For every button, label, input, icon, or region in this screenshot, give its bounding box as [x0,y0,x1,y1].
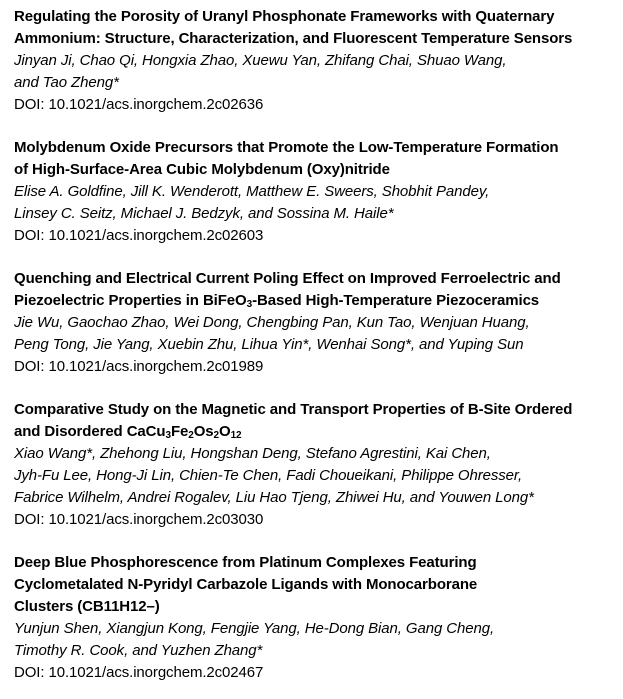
author-line: Peng Tong, Jie Yang, Xuebin Zhu, Lihua Yin*, Wenhai Song*, and Yuping Sun [14,336,524,353]
title-text: O [219,423,231,440]
title-text: Os [193,423,214,440]
article-title [14,399,615,443]
article-title [14,552,615,618]
article-title [14,6,615,50]
formula-subscript: 3 [246,299,253,310]
author-line: Jie Wu, Gaochao Zhao, Wei Dong, Chengbing Pan, Kun Tao, Wenjuan Huang, [14,314,530,331]
title-text: and Disordered CaCu [14,423,166,440]
title-text: Fe [170,423,189,440]
title-line: Quenching and Electrical Current Poling Effect on Improved Ferroelectric and [14,270,561,287]
article-title [14,268,615,312]
article-authors [14,618,615,662]
author-line: Timothy R. Cook, and Yuzhen Zhang* [14,642,263,659]
title-line: Clusters (CB11H12–) [14,598,160,615]
article-doi[interactable]: DOI: 10.1021/acs.inorgchem.2c01989 [14,358,264,375]
formula-subscript: 2 [213,430,219,441]
formula-subscript: 2 [188,430,194,441]
article-authors [14,181,615,225]
article-doi[interactable]: DOI: 10.1021/acs.inorgchem.2c03030 [14,511,264,528]
formula-subscript: 3 [165,430,171,441]
author-line: Linsey C. Seitz, Michael J. Bedzyk, and Sossina M. Haile* [14,205,394,222]
author-line: Fabrice Wilhelm, Andrei Rogalev, Liu Hao Tjeng, Zhiwei Hu, and Youwen Long* [14,489,534,506]
article-doi[interactable]: DOI: 10.1021/acs.inorgchem.2c02603 [14,227,264,244]
title-line: of High-Surface-Area Cubic Molybdenum (Oxy)nitride [14,161,390,178]
article-entry [14,552,615,684]
author-line: and Tao Zheng* [14,74,119,91]
author-line: Jyh-Fu Lee, Hong-Ji Lin, Chien-Te Chen, Fadi Choueikani, Philippe Ohresser, [14,467,523,484]
title-line: Molybdenum Oxide Precursors that Promote the Low-Temperature Formation [14,139,559,156]
author-line: Jinyan Ji, Chao Qi, Hongxia Zhao, Xuewu Yan, Zhifang Chai, Shuao Wang, [14,52,507,69]
article-entry [14,399,615,531]
article-doi[interactable]: DOI: 10.1021/acs.inorgchem.2c02467 [14,664,264,681]
title-line: Cyclometalated N-Pyridyl Carbazole Ligands with Monocarborane [14,576,478,593]
article-entry [14,268,615,378]
author-line: Xiao Wang*, Zhehong Liu, Hongshan Deng, Stefano Agrestini, Kai Chen, [14,445,491,462]
article-doi[interactable]: DOI: 10.1021/acs.inorgchem.2c02636 [14,96,264,113]
article-entry [14,137,615,247]
article-entry [14,6,615,116]
author-line: Elise A. Goldfine, Jill K. Wenderott, Matthew E. Sweers, Shobhit Pandey, [14,183,490,200]
title-line: Ammonium: Structure, Characterization, and Fluorescent Temperature Sensors [14,30,573,47]
article-authors [14,443,615,509]
formula-subscript: 12 [230,430,242,441]
title-line: Regulating the Porosity of Uranyl Phosphonate Frameworks with Quaternary [14,8,555,25]
title-text: Piezoelectric Properties in BiFeO [14,292,247,309]
author-line: Yunjun Shen, Xiangjun Kong, Fengjie Yang, He-Dong Bian, Gang Cheng, [14,620,495,637]
title-text: -Based High-Temperature Piezoceramics [252,292,540,309]
article-authors [14,312,615,356]
title-line: Comparative Study on the Magnetic and Transport Properties of B-Site Ordered [14,401,573,418]
title-formula-line [14,421,615,443]
article-authors [14,50,615,94]
title-formula-line [14,290,615,312]
article-title [14,137,615,181]
title-line: Deep Blue Phosphorescence from Platinum Complexes Featuring [14,554,477,571]
